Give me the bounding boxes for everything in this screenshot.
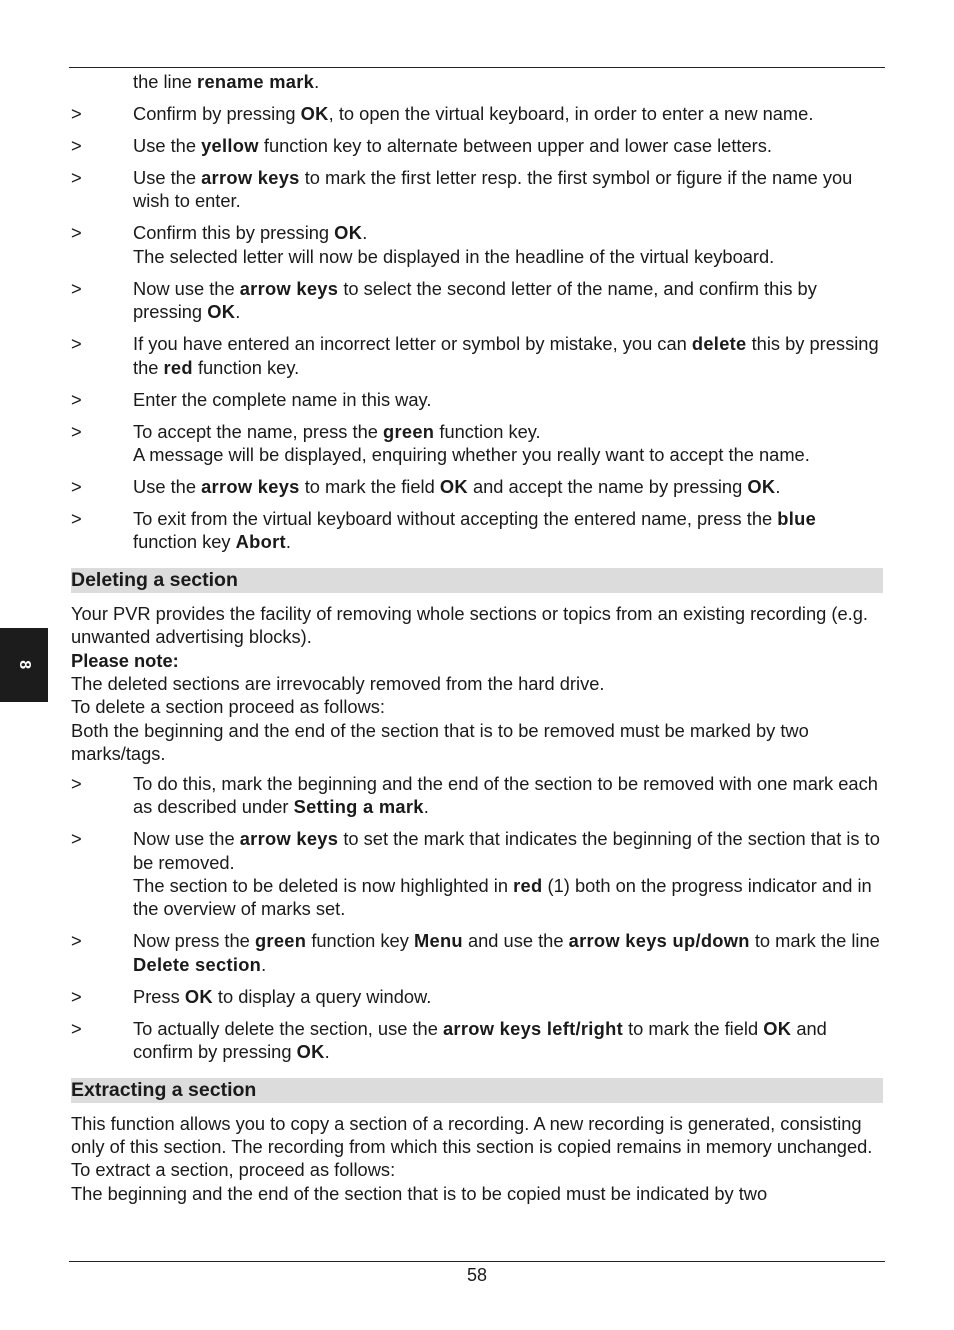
chapter-number: 8 <box>15 660 33 670</box>
note-label: Please note: <box>71 649 179 671</box>
list-item: > Now use the arrow keys to select the second letter of the name, and confirm this by pressing OK. <box>71 277 817 323</box>
chapter-tab <box>0 628 48 702</box>
paragraph: To extract a section, proceed as follows: <box>71 1159 396 1181</box>
list-item: > Use the arrow keys to mark the field OK and accept the name by pressing OK. <box>71 476 781 498</box>
list-item: > If you have entered an incorrect letter or symbol by mistake, you can delete this by pressing the red function key. <box>71 333 879 378</box>
top-rule <box>69 67 885 68</box>
list-item: > To exit from the virtual keyboard without accepting the entered name, press the blue function key Abort. <box>71 508 817 553</box>
paragraph: Your PVR provides the facility of removing whole sections or topics from an existing recording (e.g. unwanted advertising blocks). <box>71 602 868 648</box>
list-item: > Use the yellow function key to alternate between upper and lower case letters. <box>71 135 772 156</box>
page-number: 58 <box>466 1265 488 1285</box>
list-item: > Confirm by pressing OK, to open the virtual keyboard, in order to enter a new name. <box>71 103 814 124</box>
page-content <box>71 70 883 1205</box>
paragraph: The beginning and the end of the section that is to be copied must be indicated by two <box>71 1182 768 1204</box>
list-item: > Now use the arrow keys to set the mark that indicates the beginning of the section that is to be removed. The section to be deleted is now highlighted in red (1) both on the progress indicator and in the overview of marks set. <box>71 828 880 920</box>
list-item: > Press OK to display a query window. <box>71 985 432 1007</box>
list-item: > Now press the green function key Menu and use the arrow keys up/down to mark the line Delete section. <box>71 930 880 975</box>
continuation-line: the line rename mark. <box>133 71 320 92</box>
paragraph: Both the beginning and the end of the section that is to be removed must be marked by two marks/tags. <box>71 719 809 765</box>
list-item: > Use the arrow keys to mark the first letter resp. the first symbol or figure if the name you wish to enter. <box>71 167 853 212</box>
list-item: > To actually delete the section, use the arrow keys left/right to mark the field OK and confirm by pressing OK. <box>71 1017 827 1063</box>
list-item: > Confirm this by pressing OK. The selected letter will now be displayed in the headline of the virtual keyboard. <box>71 222 775 267</box>
bottom-rule <box>69 1261 885 1262</box>
note-text: The deleted sections are irrevocably removed from the hard drive. <box>71 673 605 695</box>
section-heading-extracting: Extracting a section <box>71 1078 883 1103</box>
paragraph: To delete a section proceed as follows: <box>71 696 386 718</box>
list-item: > To accept the name, press the green function key. A message will be displayed, enquiring whether you really want to accept the name. <box>71 420 810 466</box>
list-item: > Enter the complete name in this way. <box>71 388 432 410</box>
list-item: > To do this, mark the beginning and the end of the section to be removed with one mark each as described under Setting a mark. <box>71 772 878 818</box>
section-heading-deleting: Deleting a section <box>71 568 883 593</box>
paragraph: This function allows you to copy a section of a recording. A new recording is generated, consisting only of this section. The recording from which this section is copied remains in memory unchanged. <box>71 1112 873 1157</box>
